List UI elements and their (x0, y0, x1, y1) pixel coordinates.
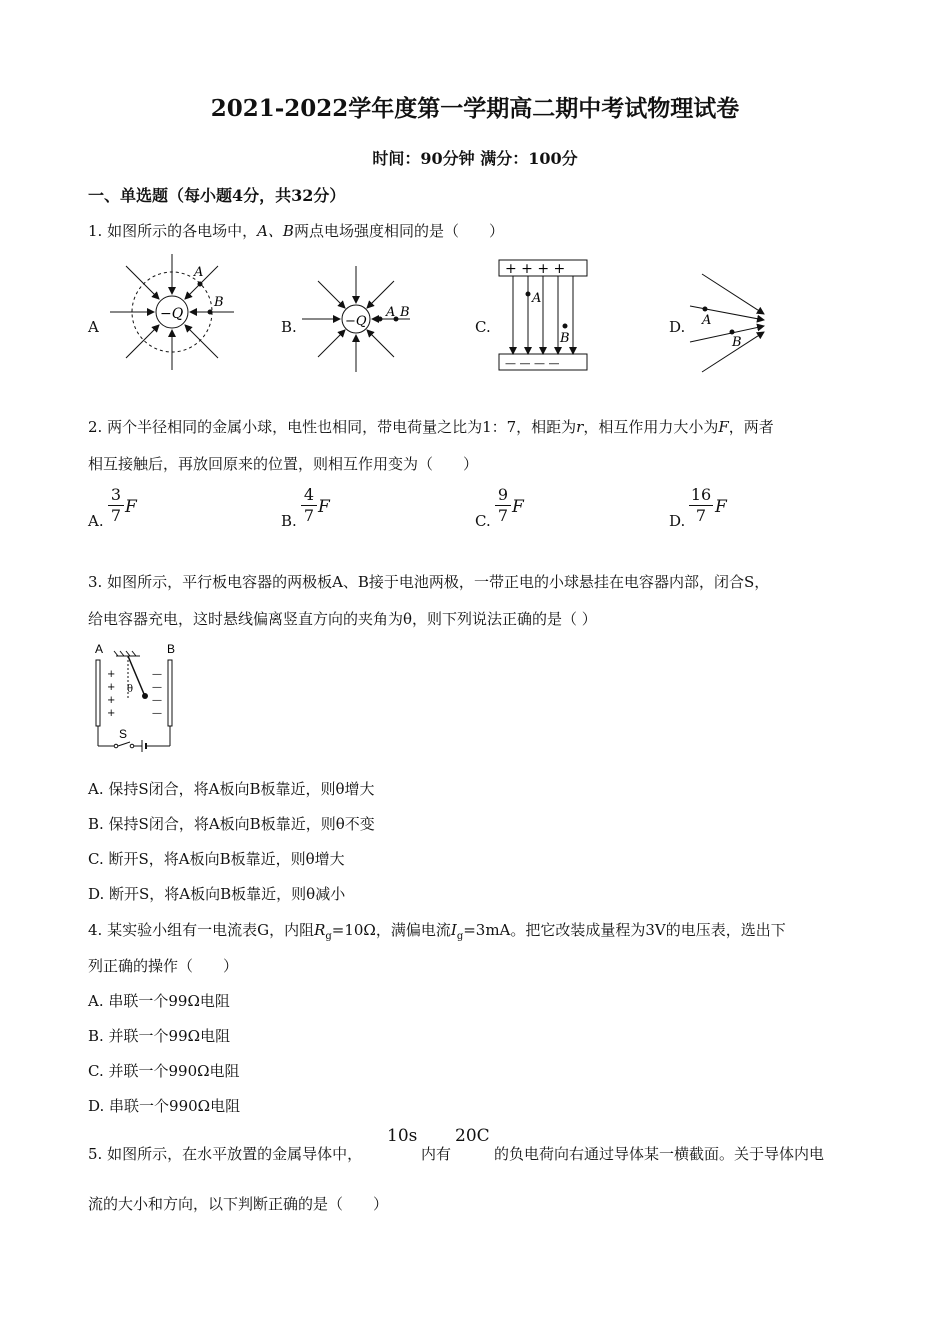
q4-option-c: C. 并联一个990Ω电阻 (88, 1062, 240, 1080)
q4-stem-line2: 列正确的操作（ ） (88, 957, 239, 975)
q4-option-d: D. 串联一个990Ω电阻 (88, 1097, 241, 1115)
svg-text:+: + (107, 669, 116, 680)
q2-option-d-label: D. (669, 512, 686, 530)
q1-figure-d (688, 268, 770, 376)
exam-title: 2021-2022学年度第一学期高二期中考试物理试卷 (210, 95, 740, 122)
q1-option-a-label: A (88, 318, 99, 336)
q5-stem-part2: 的负电荷向右通过导体某一横截面。关于导体内电 (494, 1145, 825, 1163)
svg-text:+ + + +: + + + + (505, 261, 566, 277)
q2-option-a-fraction: 3 7 (108, 486, 124, 525)
q3-stem-line2: 给电容器充电，这时悬线偏离竖直方向的夹角为θ，则下列说法正确的是（ ） (88, 610, 597, 628)
q1-figure-b (300, 264, 420, 374)
q5-charge-value: 20C (455, 1126, 490, 1146)
svg-text:S: S (119, 727, 128, 741)
q3-option-a: A. 保持S闭合，将A板向B板靠近，则θ增大 (88, 780, 375, 798)
svg-text:A: A (386, 305, 396, 320)
q3-option-b: B. 保持S闭合，将A板向B板靠近，则θ不变 (88, 815, 375, 833)
svg-text:+: + (107, 708, 116, 719)
svg-text:—: — (152, 669, 162, 680)
svg-text:−Q: −Q (345, 314, 367, 329)
svg-text:B: B (400, 305, 410, 320)
svg-text:θ: θ (127, 684, 134, 695)
q2-option-c-fraction: 9 7 (495, 486, 511, 525)
q2-stem-line2: 相互接触后，再放回原来的位置，则相互作用变为（ ） (88, 455, 479, 473)
svg-text:A: A (95, 642, 104, 656)
svg-text:—: — (152, 695, 162, 706)
q2-option-b-fraction: 4 7 (301, 486, 317, 525)
q5-stem-part1: 5. 如图所示，在水平放置的金属导体中， (88, 1145, 363, 1163)
svg-text:B: B (732, 335, 742, 350)
charge-label: −Q (160, 306, 184, 322)
q1-figure-c (497, 258, 589, 374)
q3-option-c: C. 断开S，将A板向B板靠近，则θ增大 (88, 850, 345, 868)
point-b (208, 310, 213, 315)
q4-stem-line1: 4. 某实验小组有一电流表G，内阻$R_g=10\Omega$，满偏电流$I_g=3mA$。把它改装成量程为3V的电压表，选出下 (88, 921, 786, 942)
q4-option-a: A. 串联一个99Ω电阻 (88, 992, 230, 1010)
q1-option-c-label: C. (475, 318, 491, 336)
q5-stem-mid: 内有 (421, 1145, 452, 1163)
svg-text:— — — —: — — — — (505, 357, 560, 370)
svg-text:B: B (167, 642, 176, 656)
q4-option-b: B. 并联一个99Ω电阻 (88, 1027, 231, 1045)
exam-page: 2021-2022学年度第一学期高二期中考试物理试卷 时间：90分钟 满分：100分 一、单选题（每小题4分，共32分） 1. 如图所示的各电场中，A、B两点电场强度相同的是（ ） A −Q A B B. −Q A B C. + + + + — — — — A B D. A B 2. 两个半径相同的金属小球，电性也相同，带电荷量之比为1：7，相距为r，相互作用力大小为F，两者 相互接触后，再放回原来的位置，则相互作用变为（ ） A. 3 7 F B. 4 7 F C. 9 7 F D. 16 7 F 3. 如图所示，平行板电容器的两极板A、B接于电池两极，一带正电的小球悬挂在电容器内部，闭合S， 给电容器充电，这时悬线偏离竖直方向的夹角为θ，则下列说法正确的是（ ） A B θ + + + + — — — — S A. 保持S闭合，将A板向B板靠近，则θ增大 B. 保持S闭合，将A板向B板靠近，则θ不变 C. 断开S，将A板向B板靠近，则θ增大 D. 断开S，将A板向B板靠近，则θ减小 4. 某实验小组有一电流表G，内阻$R_g=10\Omega$，满偏电流$I_g=3mA$。把它改装成量程为3V的电压表，选出下 列正确的操作（ ） A. 串联一个99Ω电阻 B. 并联一个99Ω电阻 C. 并联一个990Ω电阻 D. 串联一个990Ω电阻 5. 如图所示，在水平放置的金属导体中， 10s 内有 20C 的负电荷向右通过导体某一横截面。关于导体内电 流的大小和方向，以下判断正确的是（ ） (0, 0, 950, 1344)
q3-stem-line1: 3. 如图所示，平行板电容器的两极板A、B接于电池两极，一带正电的小球悬挂在电容器内部，闭合S， (88, 573, 770, 591)
svg-text:B: B (560, 331, 570, 346)
q5-time-value: 10s (387, 1126, 418, 1146)
svg-text:A: A (702, 313, 712, 328)
q2-option-d-fraction: 16 7 (690, 485, 712, 525)
svg-text:—: — (152, 682, 162, 693)
point-a (198, 282, 203, 287)
q1-option-b-label: B. (281, 318, 297, 336)
svg-text:A: A (194, 265, 204, 280)
section-heading: 一、单选题（每小题4分，共32分） (88, 186, 346, 205)
q3-capacitor-figure (88, 640, 188, 752)
q3-option-d: D. 断开S，将A板向B板靠近，则θ减小 (88, 885, 346, 903)
svg-text:—: — (152, 708, 162, 719)
q2-option-a-label: A. (88, 512, 104, 530)
svg-text:A: A (532, 291, 542, 306)
q1-stem: 1. 如图所示的各电场中，A、B两点电场强度相同的是（ ） (88, 222, 504, 240)
q5-stem-line2: 流的大小和方向，以下判断正确的是（ ） (88, 1195, 389, 1213)
svg-text:+: + (107, 682, 116, 693)
svg-text:B: B (214, 295, 224, 310)
svg-text:+: + (107, 695, 116, 706)
exam-subtitle: 时间：90分钟 满分：100分 (372, 149, 578, 168)
q2-option-c-label: C. (475, 512, 491, 530)
q1-option-d-label: D. (669, 318, 686, 336)
q2-option-b-label: B. (281, 512, 297, 530)
q1-figure-a (108, 252, 236, 372)
q2-stem-line1: 2. 两个半径相同的金属小球，电性也相同，带电荷量之比为1：7，相距为r，相互作用力大小为F，两者 (88, 418, 774, 436)
